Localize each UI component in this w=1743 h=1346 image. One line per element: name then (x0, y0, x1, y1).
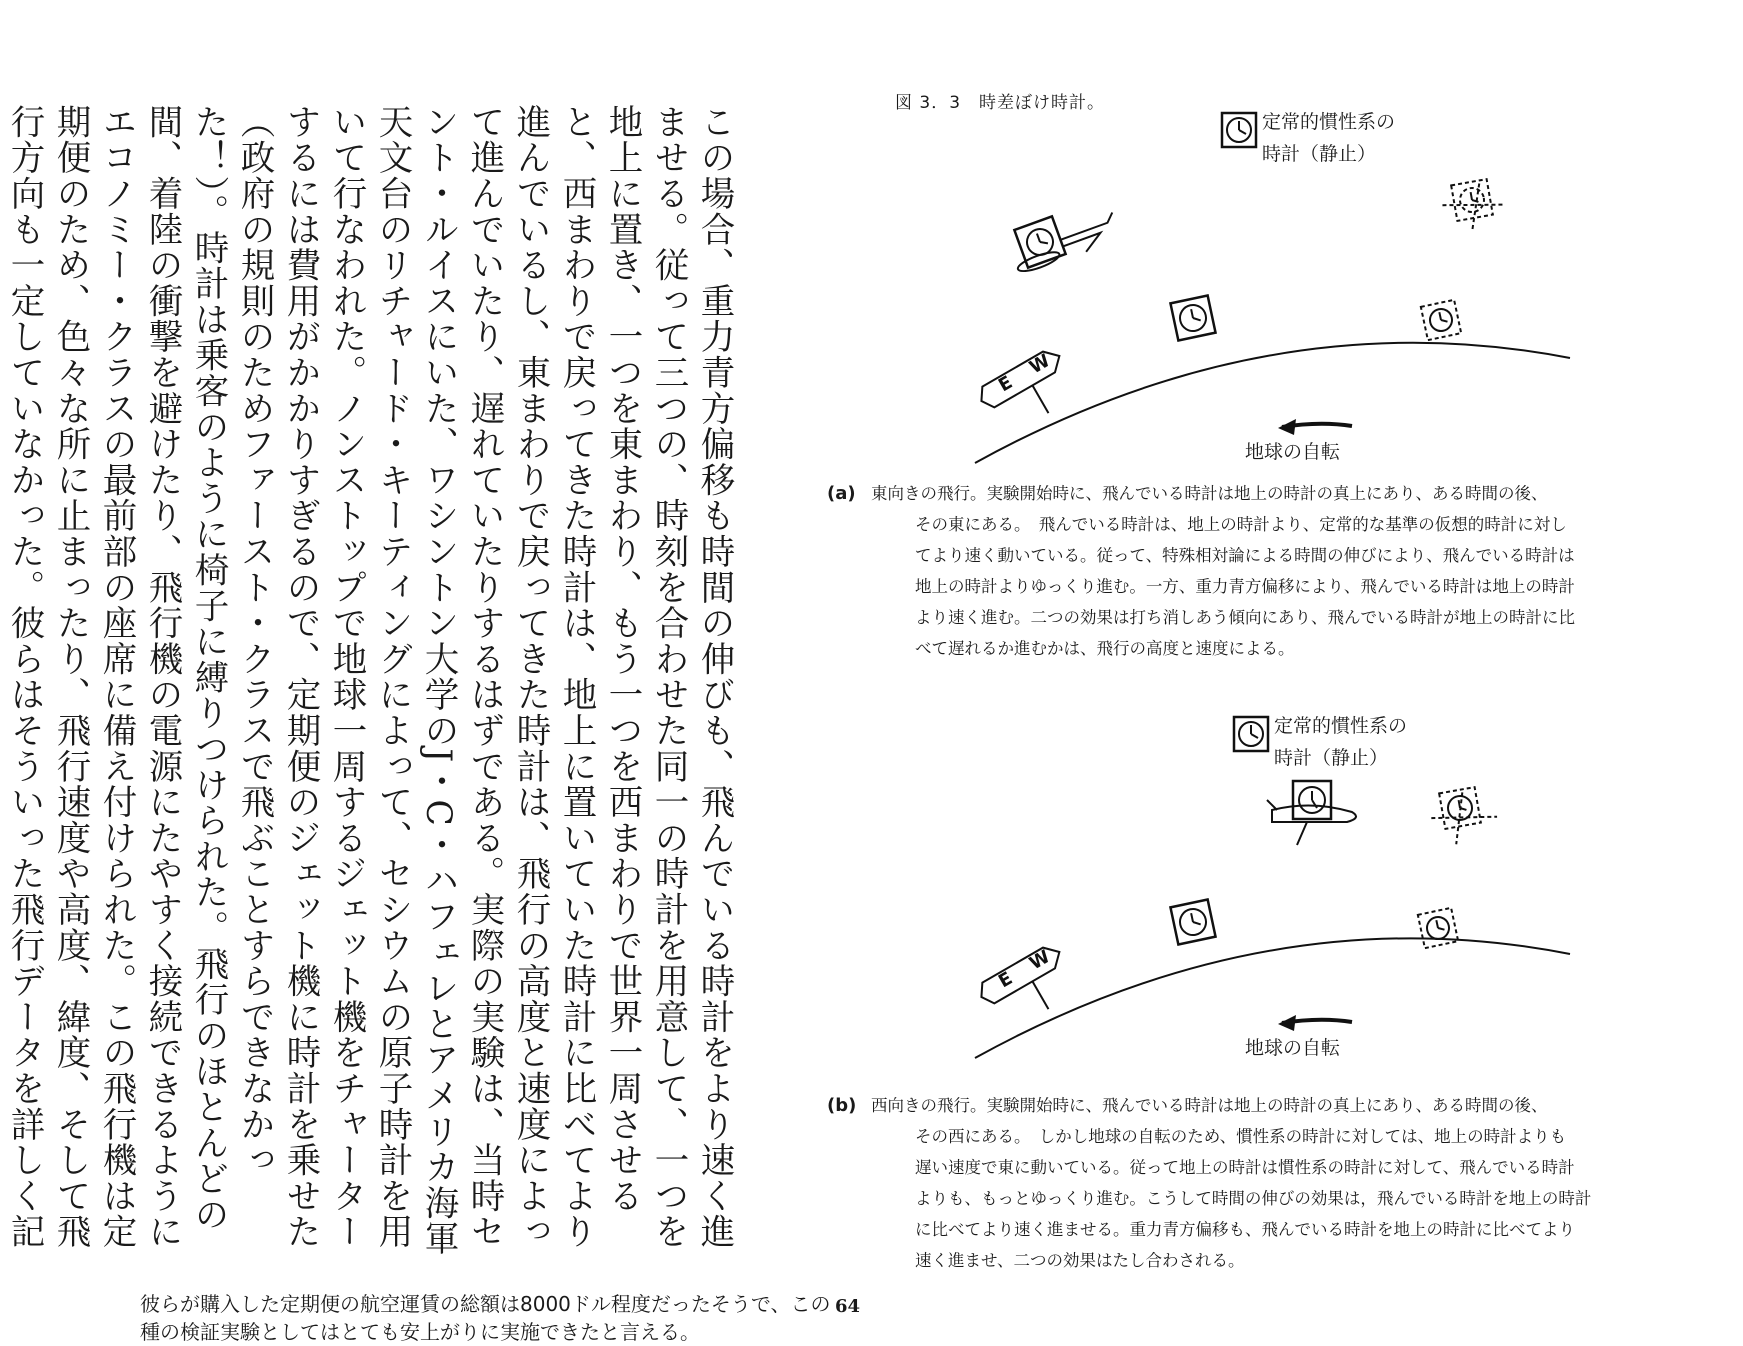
flying-clock-ghost-icon (1439, 177, 1506, 235)
panel-a-description: (a) 東向きの飛行。実験開始時に、飛んでいる時計は地上の時計の真上にあり、ある時間の後、 その東にある。 飛んでいる時計は、地上の時計より、定常的な基準の仮想的時計に対し てより速く動いている。従って、特殊相対論による時間の伸びにより、飛んでいる時計は 地上の時計よりゆっくり進む。一方、重力青方偏移により、飛んでいる時計は地上の時計 より速く進む。二つの効果は打ち消しあう傾向にあり、飛んでいる時計が地上の時計に比 べて遅れるか進むかは、飛行の高度と速度による。 (875, 478, 1705, 664)
flying-clock-ghost-icon (1427, 784, 1500, 847)
inertial-label-line1: 定常的慣性系の (1274, 715, 1408, 737)
page-number: 64 (835, 1296, 861, 1317)
inertial-label-line2: 時計（静止） (1262, 143, 1377, 165)
panel-b-tag: (b) (827, 1095, 857, 1116)
ground-clock-icon (1170, 899, 1215, 944)
footnote: 彼らが購入した定期便の航空運賃の総額は8000ドル程度だったそうで、この種の検証実験としてはとても安上がりに実施できたと言える。 (140, 1292, 831, 1344)
inertial-label-line1: 定常的慣性系の (1262, 111, 1396, 133)
panel-b-drawing (975, 717, 1570, 1058)
flying-clock-icon (1267, 781, 1356, 845)
rotation-label: 地球の自転 (1245, 441, 1341, 463)
body-text: この場合、重力青方偏移も時間の伸びも、飛んでいる時計をより速く進ませる。従って三つの、時刻を合わせた同一の時計を用意して、一つを地上に置き、一つを東まわり、もう一つを西まわりで世界一周させると、西まわりで戻ってきた時計は、地上に置いていた時計に比べてより進んでいるし、東まわりで戻ってきた時計は、飛行の高度と速度によって進んでいたり、遅れていたりするはずである。実際の実験は、当時セント・ルイスにいた、ワシントン大学のJ・C・ハフェレとアメリカ海軍天文台のリチャード・キーティングによって、セシウムの原子時計を用いて行なわれた。ノンストップで地球一周するジェット機をチャーターするには費用がかかりすぎるので、定期便のジェット機に時計を乗せた（政府の規則のためファースト・クラスで飛ぶことすらできなかった！）。時計は乗客のように椅子に縛りつけられた。飛行のほとんどの間、着陸の衝撃を避けたり、飛行機の電源にたやすく接続できるようにエコノミー・クラスの最前部の座席に備え付けられた。この飛行機は定期便のため、色々な所に止まったり、飛行速度や高度、緯度、そして飛行方向も一定していなかった。彼らはそういった飛行データを詳しく記 (4, 104, 734, 1257)
panel-a-tag: (a) (827, 483, 856, 504)
flying-clock-icon (1005, 197, 1122, 276)
ground-clock-ghost-icon (1421, 300, 1461, 340)
ground-clock-icon (1170, 295, 1215, 340)
sign-letter-w: W (1026, 350, 1054, 379)
ground-clock-ghost-icon (1418, 908, 1458, 948)
sign-letter-e: E (995, 967, 1017, 993)
rotation-label: 地球の自転 (1245, 1037, 1341, 1059)
panel-b-description: (b) 西向きの飛行。実験開始時に、飛んでいる時計は地上の時計の真上にあり、ある時間の後、 その西にある。 しかし地球の自転のため、慣性系の時計に対しては、地上の時計よりも 遅い速度で東に動いている。従って地上の時計は慣性系の時計に対して、飛んでいる時計 よりも、もっとゆっくり進む。こうして時間の伸びの効果は，飛んでいる時計を地上の時計 に比べてより速く進ませる。重力青方偏移も、飛んでいる時計を地上の時計に比べてより 速く進ませ、二つの効果はたし合わされる。 (875, 1090, 1705, 1276)
sign-letter-e: E (995, 371, 1017, 397)
figure-caption: 図 3．3 時差ぼけ時計。 (895, 93, 1106, 113)
sign-letter-w: W (1026, 946, 1054, 975)
inertial-label-line2: 時計（静止） (1274, 747, 1389, 769)
